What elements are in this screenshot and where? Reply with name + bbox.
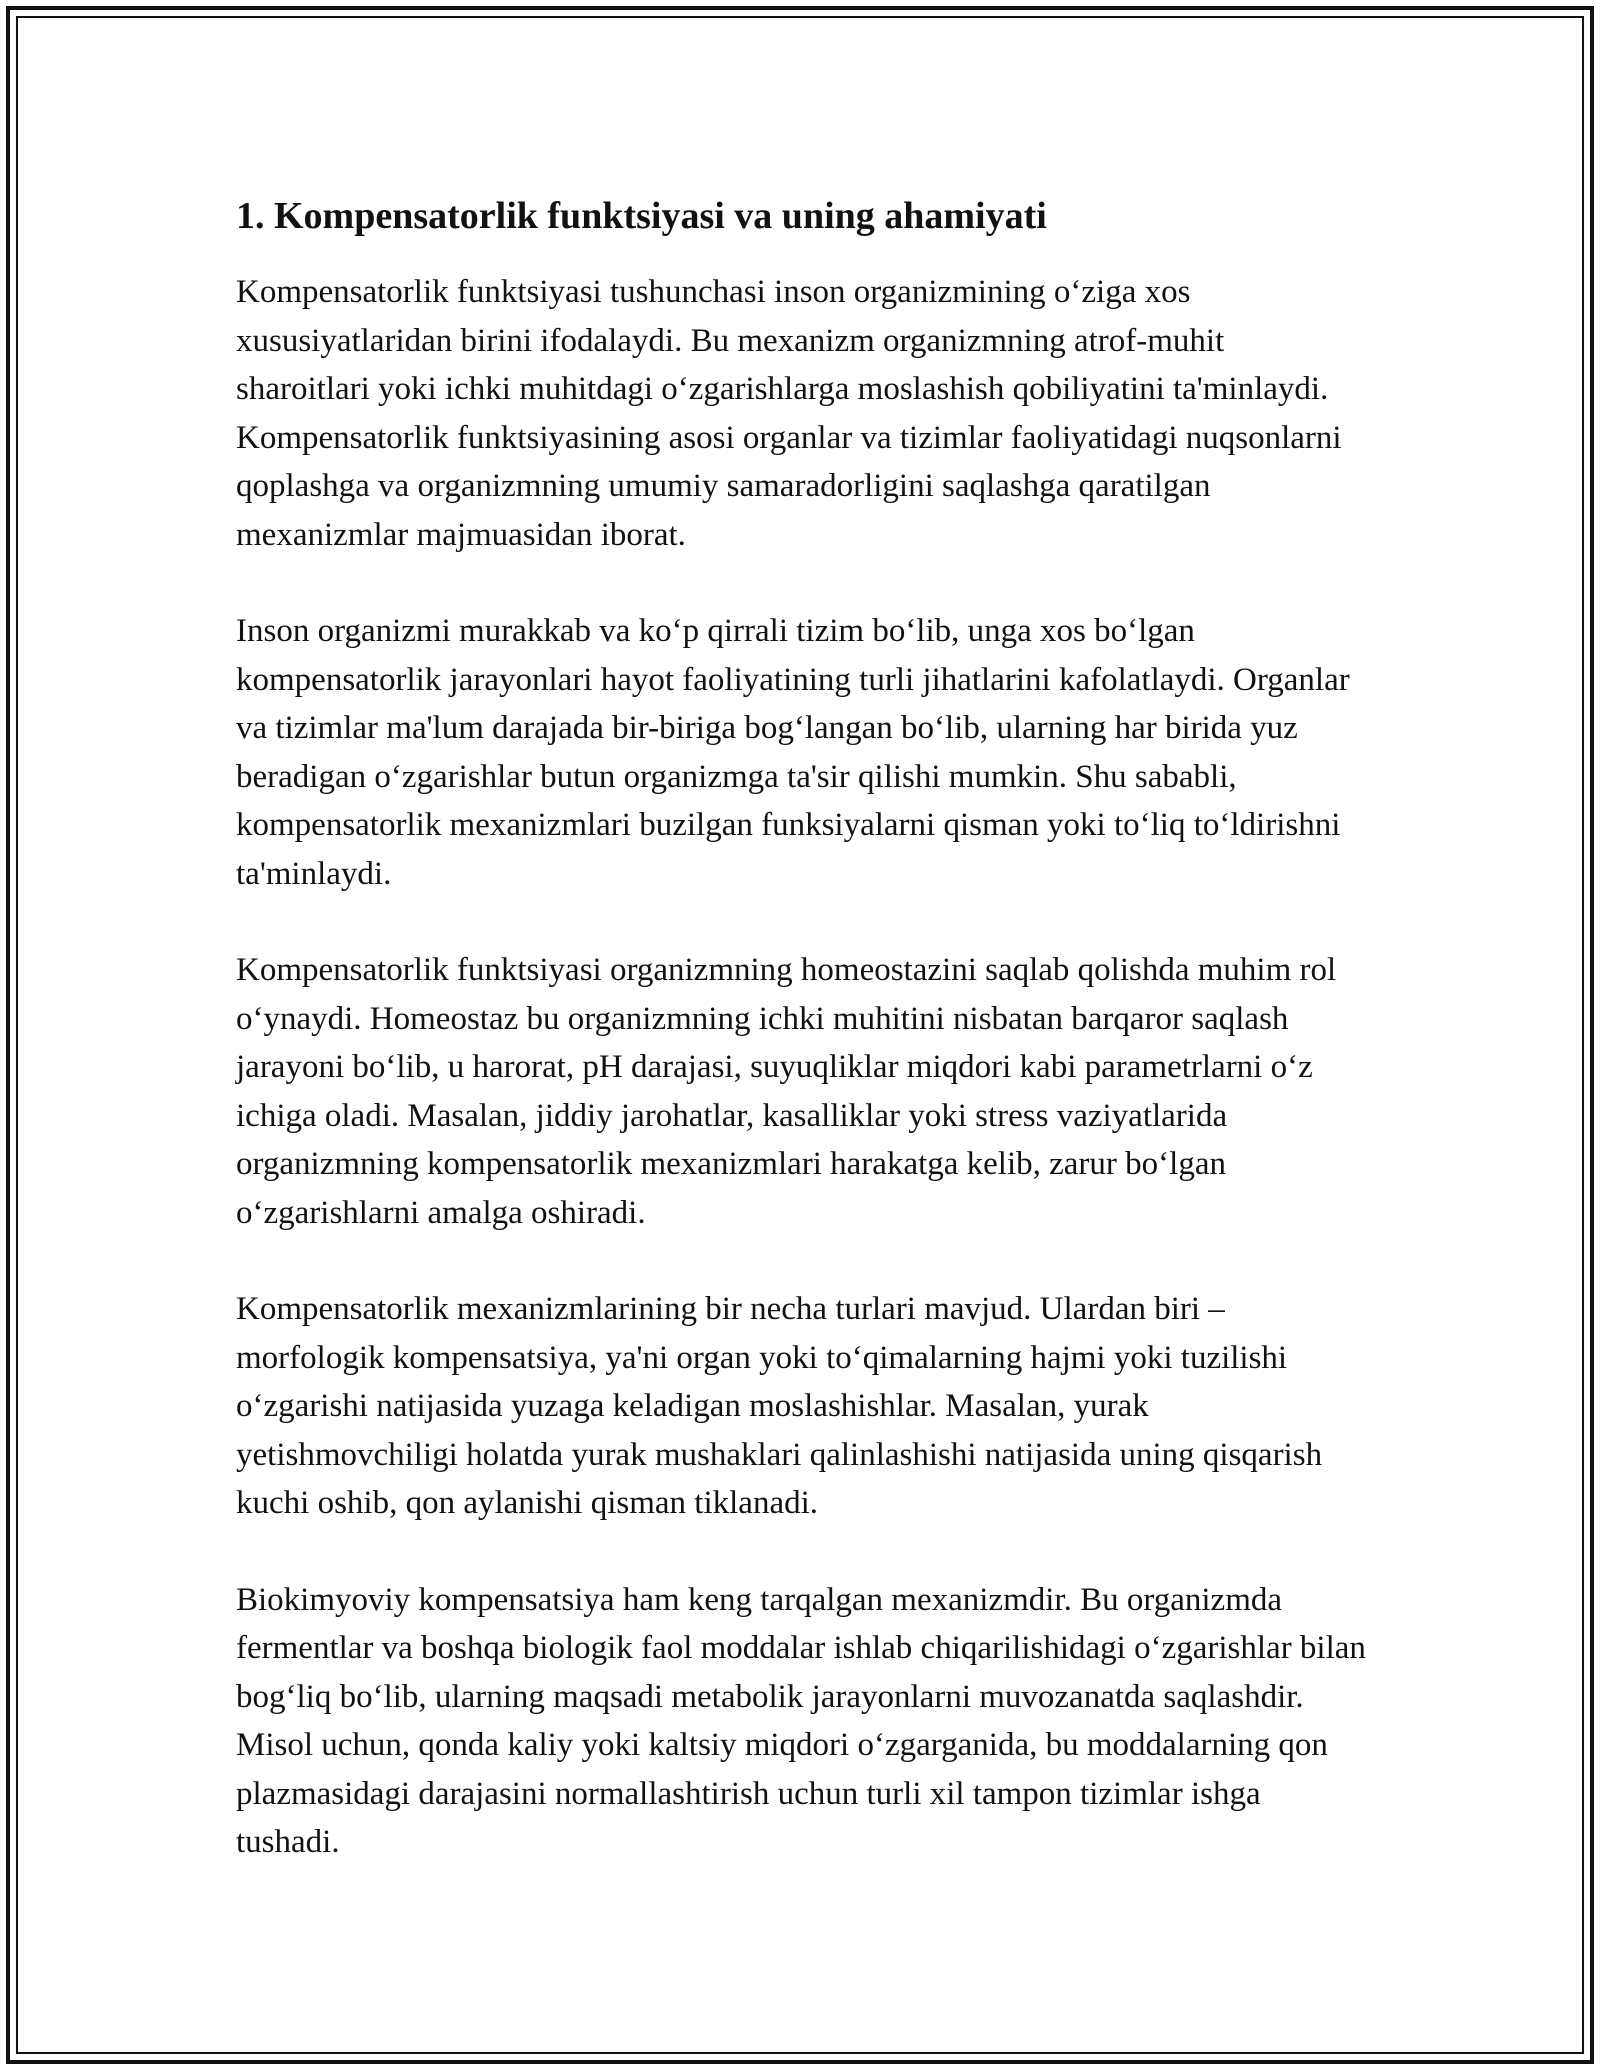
section-heading: 1. Kompensatorlik funktsiyasi va uning ahamiyati bbox=[236, 195, 1047, 237]
paragraph-4: Kompensatorlik mexanizmlarining bir necha turlari mavjud. Ulardan biri – morfologik kompensatsiya, ya'ni organ yoki to‘qimalarning hajmi yoki tuzilishi o‘zgarishi natijasida yuzaga keladigan moslashishlar. Masalan, yurak yetishmovchiligi holatda yurak mushaklari qalinlashishi natijasida uning qisqarish kuchi oshib, qon aylanishi qisman tiklanadi. bbox=[236, 1291, 1323, 1521]
paragraph-2: Inson organizmi murakkab va ko‘p qirrali tizim bo‘lib, unga xos bo‘lgan kompensatorlik jarayonlari hayot faoliyatining turli jihatlarini kafolatlaydi. Organlar va tizimlar ma'lum darajada bir-biriga bog‘langan bo‘lib, ularning har birida yuz beradigan o‘zgarishlar butun organizmga ta'sir qilishi mumkin. Shu sababli, kompensatorlik mexanizmlari buzilgan funksiyalarni qisman yoki to‘liq to‘ldirishni ta'minlaydi. bbox=[236, 613, 1350, 892]
paragraph-3: Kompensatorlik funktsiyasi organizmning homeostazini saqlab qolishda muhim rol o‘ynaydi. Homeostaz bu organizmning ichki muhitini nisbatan barqaror saqlash jarayoni bo‘lib, u harorat, pH darajasi, suyuqliklar miqdori kabi parametrlarni o‘z ichiga oladi. Masalan, jiddiy jarohatlar, kasalliklar yoki stress vaziyatlarida organizmning kompensatorlik mexanizmlari harakatga kelib, zarur bo‘lgan o‘zgarishlarni amalga oshiradi. bbox=[236, 952, 1337, 1231]
paragraph-5: Biokimyoviy kompensatsiya ham keng tarqalgan mexanizmdir. Bu organizmda fermentlar va boshqa biologik faol moddalar ishlab chiqarilishidagi o‘zgarishlar bilan bog‘liq bo‘lib, ularning maqsadi metabolik jarayonlarni muvozanatda saqlashdir. Misol uchun, qonda kaliy yoki kaltsiy miqdori o‘zgarganida, bu moddalarning qon plazmasidagi darajasini normallashtirish uchun turli xil tampon tizimlar ishga tushadi. bbox=[236, 1581, 1366, 1860]
paragraph-1: Kompensatorlik funktsiyasi tushunchasi inson organizmining o‘ziga xos xususiyatlaridan birini ifodalaydi. Bu mexanizm organizmning atrof-muhit sharoitlari yoki ichki muhitdagi o‘zgarishlarga moslashish qobiliyatini ta'minlaydi. Kompensatorlik funktsiyasining asosi organlar va tizimlar faoliyatidagi nuqsonlarni qoplashga va organizmning umumiy samaradorligini saqlashga qaratilgan mexanizmlar majmuasidan iborat. bbox=[236, 274, 1342, 553]
document-body bbox=[236, 184, 1366, 1915]
